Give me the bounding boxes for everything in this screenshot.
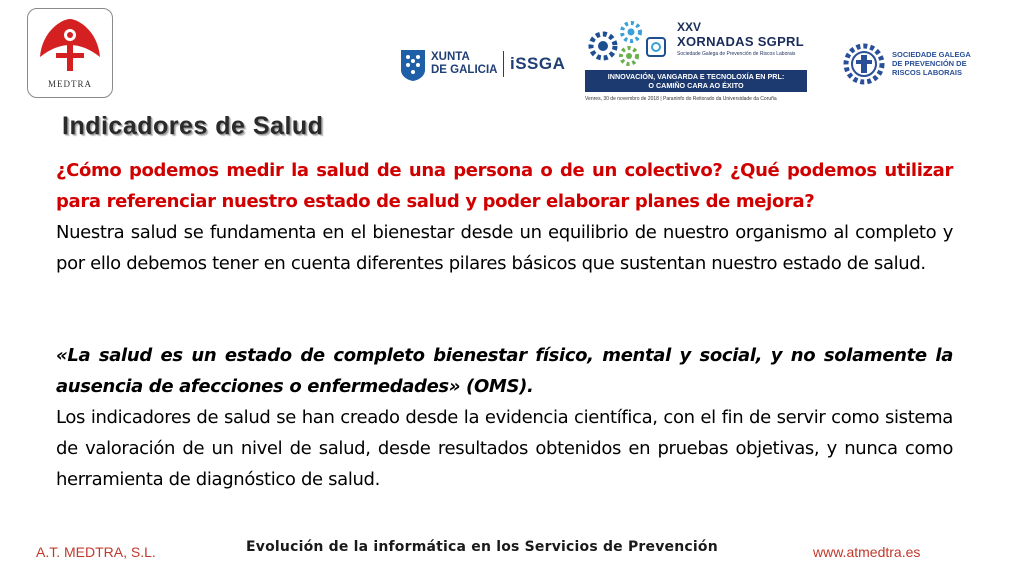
- footer-url-link[interactable]: www.atmedtra.es: [813, 544, 921, 560]
- xornadas-motto-line1: INNOVACIÓN, VANGARDA E TECNOLOXÍA EN PRL:: [607, 72, 785, 81]
- sgprl-line2: DE PREVENCIÓN DE: [892, 59, 967, 68]
- xunta-line2: DE GALICIA: [431, 64, 498, 76]
- slide-title: Indicadores de Salud: [62, 112, 324, 140]
- body-paragraph-1: Nuestra salud se fundamenta en el bienestar desde un equilibrio de nuestro organismo al completo y por ello debemos tener en cuenta diferentes pilares básicos que sustentan nuestro estado de salud.: [56, 222, 953, 274]
- sgprl-text: [892, 50, 971, 77]
- xunta-line1: XUNTA: [431, 51, 470, 63]
- medtra-emblem-icon: [28, 9, 112, 79]
- xunta-shield-icon: [399, 48, 427, 82]
- xornadas-edition: XXV: [677, 20, 702, 34]
- medtra-logo: [27, 8, 113, 98]
- xornadas-banner: [585, 18, 807, 110]
- xornadas-subtitle: Sociedade Galega de Prevención de Riscos Laborais: [677, 51, 796, 57]
- oms-quote: «La salud es un estado de completo bienestar físico, mental y social, y no solamente la ausencia de afecciones o enfermedades» (OMS).: [56, 345, 953, 397]
- xornadas-name: XORNADAS SGPRL: [677, 34, 804, 49]
- sgprl-gear-icon: [842, 42, 886, 86]
- gears-icon: [585, 18, 673, 68]
- medtra-logo-text: MEDTRA: [48, 79, 92, 89]
- footer-title: Evolución de la informática en los Servicios de Prevención: [246, 539, 718, 555]
- sgprl-line1: SOCIEDADE GALEGA: [892, 50, 971, 59]
- question-paragraph: ¿Cómo podemos medir la salud de una persona o de un colectivo? ¿Qué podemos utilizar para referenciar nuestro estado de salud y poder elaborar planes de mejora?: [56, 160, 953, 212]
- sgprl-logo: [842, 42, 982, 86]
- xunta-issga-logo: [399, 48, 564, 82]
- issga-text: iSSGA: [510, 54, 566, 73]
- footer-company: A.T. MEDTRA, S.L.: [36, 544, 156, 560]
- logo-divider: [503, 51, 504, 77]
- xornadas-motto-line2: O CAMIÑO CARA AO ÉXITO: [648, 81, 744, 90]
- xornadas-date: Venres, 30 de novembro de 2018 | Paraninfo do Reitorado da Universidade da Coruña: [585, 96, 777, 102]
- sgprl-line3: RISCOS LABORAIS: [892, 68, 963, 77]
- xornadas-motto: [585, 70, 807, 92]
- body-paragraph-2: Los indicadores de salud se han creado desde la evidencia científica, con el fin de servir como sistema de valoración de un nivel de salud, desde resultados obtenidos en pruebas objetivas, y nunca como herramienta de diagnóstico de salud.: [56, 407, 953, 490]
